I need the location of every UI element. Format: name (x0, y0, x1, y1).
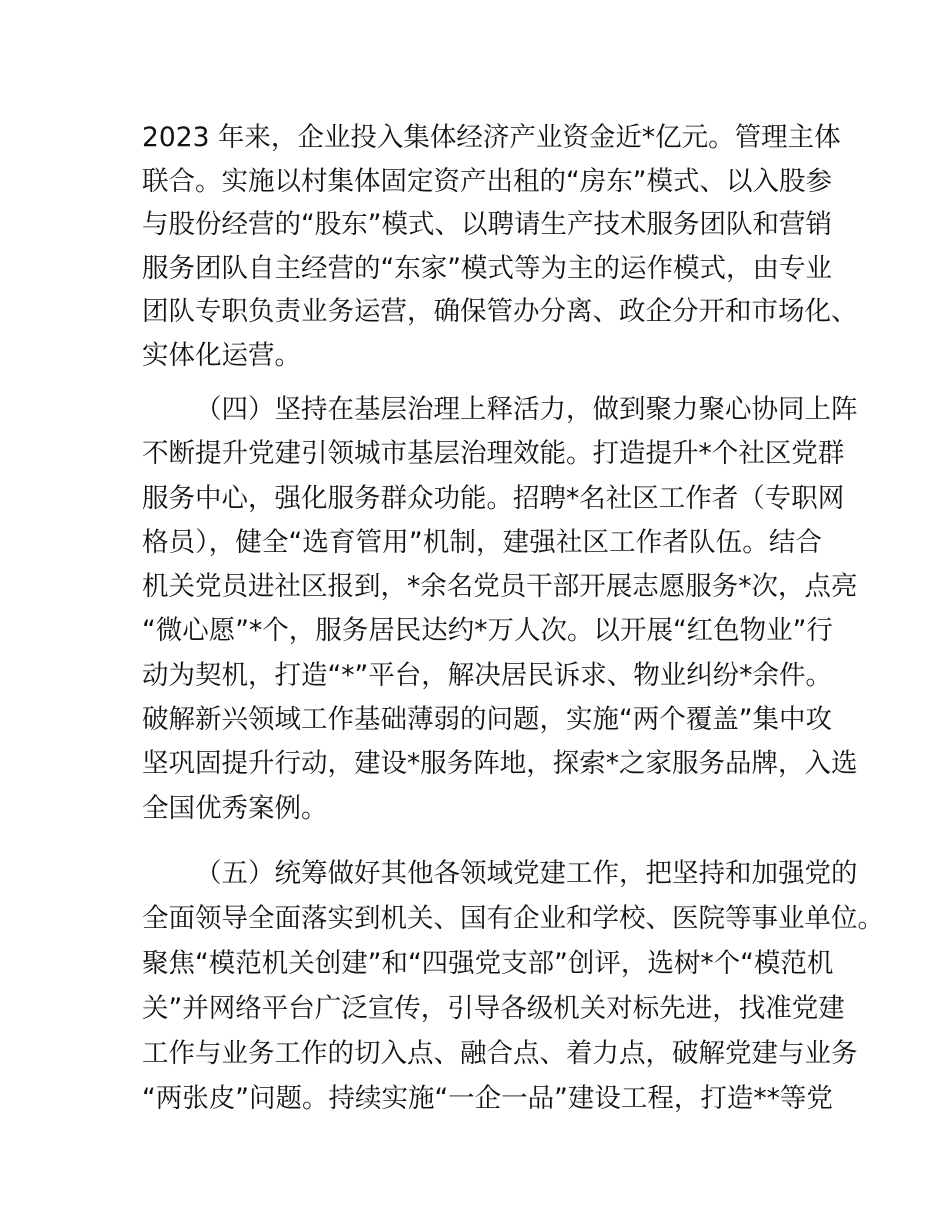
text-line: 与股份经营的“股东”模式、以聘请生产技术服务团队和营销 (142, 209, 832, 240)
text-line: 破解新兴领域工作基础薄弱的问题，实施“两个覆盖”集中攻 (142, 704, 832, 736)
text-line: 机关党员进社区报到，*余名党员干部开展志愿服务*次，点亮 (142, 571, 858, 603)
text-line: 关”并网络平台广泛宣传，引导各级机关对标先进，找准党建 (142, 993, 845, 1024)
text-line: 联合。实施以村集体固定资产出租的“房东”模式、以入股参 (142, 165, 832, 197)
text-line: 坚巩固提升行动，建设*服务阵地，探索*之家服务品牌，入选 (142, 748, 858, 780)
section-heading-line: （五）统筹做好其他各领域党建工作，把坚持和加强党的 (195, 858, 858, 889)
text-line: 服务中心，强化服务群众功能。招聘*名社区工作者（专职网 (142, 482, 845, 514)
text-line: 团队专职负责业务运营，确保管办分离、政企分开和市场化、 (142, 296, 858, 327)
paragraph-section-five (142, 851, 884, 1121)
text-line: 格员），健全“选育管用”机制，建强社区工作者队伍。结合 (142, 526, 822, 558)
paragraph-section-four (142, 388, 858, 831)
text-line: 工作与业务工作的切入点、融合点、着力点，破解党建与业务 (142, 1038, 858, 1069)
text-line: 全面领导全面落实到机关、国有企业和学校、医院等事业单位。 (142, 903, 884, 934)
text-line: “微心愿”*个，服务居民达约*万人次。以开展“红色物业”行 (142, 615, 833, 647)
text-line: 聚焦“模范机关创建”和“四强党支部”创评，选树*个“模范机 (142, 948, 834, 979)
text-line: 2023 年来，企业投入集体经济产业资金近*亿元。管理主体 (142, 122, 841, 153)
text-line: 实体化运营。 (142, 339, 301, 371)
paragraph-collective-economy (142, 116, 858, 377)
text-line: 服务团队自主经营的“东家”模式等为主的运作模式，由专业 (142, 252, 832, 284)
text-line: “两张皮”问题。持续实施“一企一品”建设工程，打造**等党 (142, 1083, 833, 1114)
section-heading-line: （四）坚持在基层治理上释活力，做到聚力聚心协同上阵 (195, 394, 858, 425)
text-line: 全国优秀案例。 (142, 792, 328, 824)
text-line: 不断提升党建引领城市基层治理效能。打造提升*个社区党群 (142, 438, 845, 470)
text-line: 动为契机，打造“*”平台，解决居民诉求、物业纠纷*余件。 (142, 659, 832, 691)
